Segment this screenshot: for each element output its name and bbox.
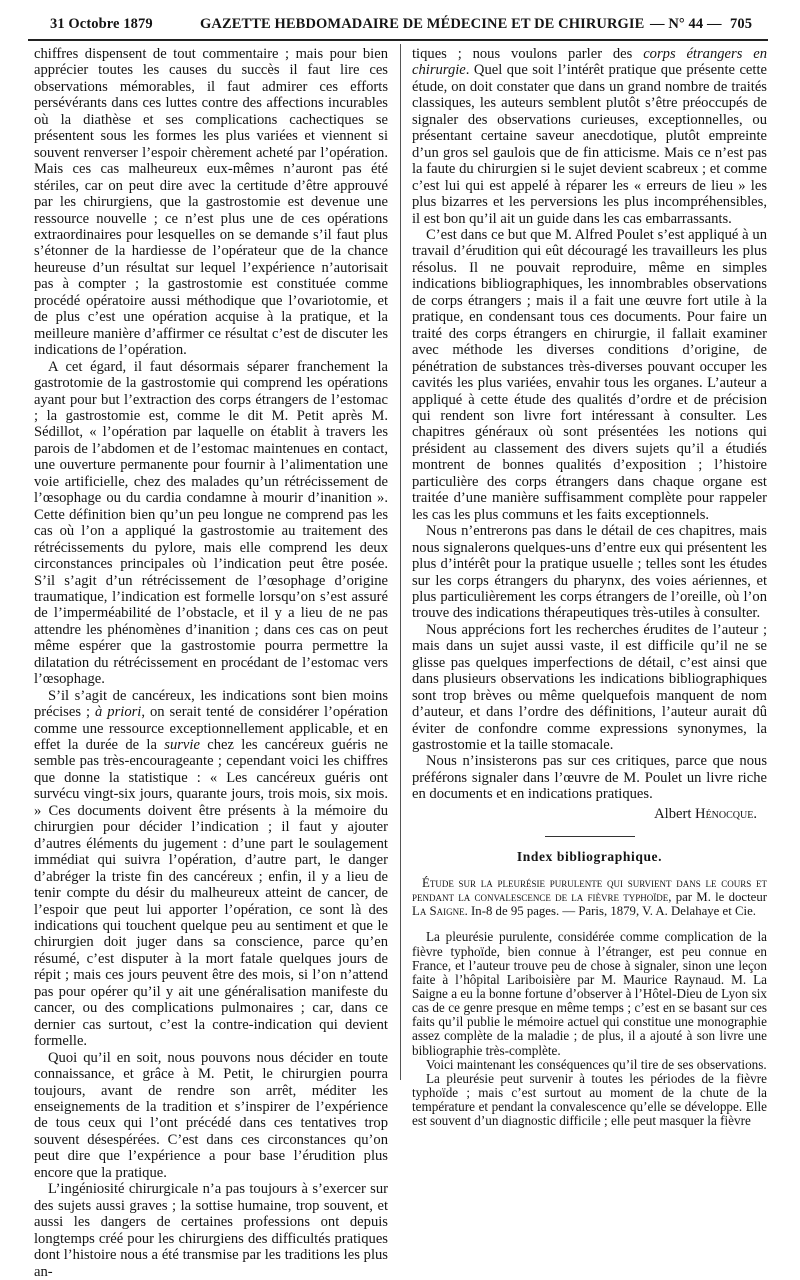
left-paragraph-3-italic-a-priori: à priori xyxy=(95,704,142,721)
header-rule xyxy=(28,39,768,41)
right-paragraph-4: Nous apprécions fort les recherches érudites de l’auteur ; mais dans un sujet aussi vaste, il est difficile qu’il ne se glisse pas quelques imperfections de détail, c’est ainsi que dans plusieurs observations les indications bibliographiques sont trop brèves ou même quelquefois manquent de nom d’auteur, et dans l’ordre des définitions, l’auteur aurait dû éviter de confondre comme expressions synonymes, la gastrostomie et la taille stomacale. xyxy=(412,621,767,754)
right-paragraph-1-text-a: tiques ; nous voulons parler des xyxy=(412,46,644,62)
right-column xyxy=(412,46,767,1129)
reference-title: Étude sur la pleurésie purulente qui survient dans le cours et pendant la convalescence de la fièvre typhoïde, xyxy=(412,875,767,904)
column-separator xyxy=(400,44,401,1080)
left-paragraph-4: Quoi qu’il en soit, nous pouvons nous décider en toute connaissance, et grâce à M. Petit, le chirurgien pourra toujours, avant de rendre son arrêt, méditer les enseignements de la tradition et s’inspirer de l’expérience de tous ceux qui l’ont précédé dans ces tentatives trop souvent désespérées. C’est dans ces circonstances qu’on peut dire que l’expérience a pour base l’érudition plus encore que la pratique. xyxy=(34,1049,388,1181)
right-paragraph-3: Nous n’entrerons pas dans le détail de ces chapitres, mais nous signalerons quelques-uns d’entre eux qui présentent les plus d’intérêt pour la pratique usuelle ; telles sont les études sur les corps étrangers du pharynx, des voies aériennes, et plus particulièrement les corps étrangers de l’oreille, où l’on trouve des indications thérapeutiques très-utiles à consulter. xyxy=(412,523,767,622)
left-paragraph-5: L’ingéniosité chirurgicale n’a pas toujours à s’exercer sur des sujets aussi graves ; la sottise humaine, trop souvent, et aussi les dangers de certaines professions ont depuis longtemps créé pour les chirurgiens des difficultés pratiques dont l’histoire nous a été transmise par les traditions les plus an- xyxy=(34,1181,388,1280)
header-date: 31 Octobre 1879 xyxy=(50,16,153,32)
left-paragraph-3-italic-survie: survie xyxy=(164,737,200,754)
header-journal-title: GAZETTE HEBDOMADAIRE DE MÉDECINE ET DE CHIRURGIE xyxy=(200,16,645,32)
right-paragraph-5: Nous n’insisterons pas sur ces critiques, parce que nous préférons signaler dans l’œuvre de M. Poulet un livre riche en documents et en indications pratiques. xyxy=(412,753,767,803)
index-paragraph-1: La pleurésie purulente, considérée comme complication de la fièvre typhoïde, bien connue à l’étranger, est peu connue en France, et l’auteur trouve peu de chose à signaler, sinon une leçon faite à l’hôpital Lariboisière par M. Maurice Raynaud. M. La Saigne a eu la bonne fortune d’observer à l’Hôtel-Dieu de Lyon six cas de ce genre presque en même temps ; c’est en se basant sur ces faits qu’il publie le mémoire actuel qui constitue une monographie assez complète de la maladie ; de plus, il a ajouté à son livre une bibliographie très-complète. xyxy=(412,929,767,1058)
index-paragraph-3: La pleurésie peut survenir à toutes les périodes de la fièvre typhoïde ; mais c’est surtout au moment de la chute de la température et pendant la convalescence qu’elle se développe. Elle est souvent d’un diagnostic difficile ; elle peut masquer la fièvre xyxy=(412,1070,767,1129)
header-page-number: 705 xyxy=(730,16,753,32)
index-title: Index bibliographique. xyxy=(516,849,663,865)
index-reference xyxy=(412,876,767,919)
left-paragraph-3-text-a: S’il s’agit de cancéreux, les indications sont bien moins précises ; xyxy=(34,687,388,721)
reference-author: La Saigne xyxy=(412,904,465,919)
right-paragraph-2: C’est dans ce but que M. Alfred Poulet s’est appliqué à un travail d’érudition qui eût découragé les travailleurs les plus résolus. Il ne pouvait reproduire, même en simples indications bibliographiques, les innombrables observations de corps étrangers ; mais il a fait une œuvre fort utile à la pratique, en condensant tous ces documents. Pour faire un traité des corps étrangers en chirurgie, il fallait examiner avec méthode les diverses conditions d’origine, de pénétration de substances très-diverses pouvant occuper les cavités les plus variées, envahir tous les organes. L’auteur a appliqué à cette étude des qualités d’ordre et de précision qui rendent son livre fort intéressant à consulter. Les chapitres généraux où sont présentées les notions qui président au classement des divers sujets qu’il a étudiés montrent de bonnes qualités d’exposition ; l’histoire particulière des corps étrangers dans chaque organe est traitée d’une manière suffisamment complète pour rappeler les cas les plus communs et les faits exceptionnels. xyxy=(412,226,767,523)
author-signature xyxy=(412,806,767,822)
section-divider xyxy=(545,836,635,837)
reference-details: . In-8 de 95 pages. — Paris, 1879, V. A. Delahaye et Cie. xyxy=(464,904,756,919)
left-paragraph-2: A cet égard, il faut désormais séparer franchement la gastrotomie de la gastrostomie qui comprend les opérations ayant pour but l’extraction des corps étrangers de l’estomac ; la gastrostomie est, comme le dit M. Petit après M. Sédillot, « l’opération par laquelle on établit à travers les parois de l’abdomen et de l’estomac maintenues en contact, une ouverture permanente pour fournir à l’alimentation une voie artificielle, chez des malades qu’un rétrécissement de l’œsophage ou du cardia condamne à mourir d’inanition ». Cette définition bien qu’un peu longue ne comprend pas les cas où l’on a appliqué la gastrostomie au traitement des rétrécissements du pylore, mais elle comprend les deux circonstances principales où l’indication peut être posée. S’il s’agit d’un rétrécissement de l’œsophage d’origine traumatique, l’indication est formelle lorsqu’on s’est assuré de l’imperméabilité de l’obstacle, et il y a lieu de ne pas attendre les phénomènes d’inanition ; dans ces cas on peut même espérer que la gastrostomie pourra permettre la dilatation du rétrécissement en procédant de l’estomac vers l’œsophage. xyxy=(34,358,388,688)
left-paragraph-3 xyxy=(34,688,388,1050)
right-paragraph-1-text-c: . Quel que soit l’intérêt pratique que présente cette étude, on doit constater que dans un grand nombre de traités classiques, les auteurs semblent plutôt s’être préoccupés de signaler des observations curieuses, exceptionnelles, ou présentant certaine saveur anecdotique, plutôt empreinte d’un gros sel gaulois que de fin atticisme. Mais ce n’est pas la faute du chirurgien si le sujet devient scabreux ; et comme c’est lui qui est appelé à réparer les « erreurs de lieu » les plus bizarres et les perversions les plus incompréhensibles, il est bon qu’il ait un guide dans les cas embarrassants. xyxy=(412,62,767,227)
signature-last-name: Hénocque. xyxy=(695,805,757,822)
reference-by: par M. le docteur xyxy=(671,889,767,904)
index-paragraph-2: Voici maintenant les conséquences qu’il tire de ses observations. xyxy=(426,1056,767,1072)
left-paragraph-3-text-c: , on serait tenté de considérer l’opération comme une ressource exceptionnellement applicable, et en effet la durée de la xyxy=(34,704,388,754)
index-body xyxy=(412,930,767,1128)
right-paragraph-1 xyxy=(412,46,767,227)
header-issue-number: — N° 44 — xyxy=(650,16,722,32)
left-paragraph-1: chiffres dispensent de tout commentaire ; mais pour bien apprécier toutes les causes du succès il faut lire ces observations mémorables, il faut admirer ces efforts persévérants dans ces luttes contre des affections incurables où la diathèse et ses complications cachectiques se présentent sous les formes les plus variées et viennent si souvent renverser l’espoir chèrement acheté par l’opération. Mais ces cas malheureux eux-mêmes n’auront pas été stériles, car on peut dire avec la certitude d’être approuvé par les chirurgiens, que la gastrostomie est devenue une ressource nouvelle ; ce n’est plus une de ces opérations extraordinaires pour lesquelles on se demande s’il faut plus s’étonner de la hardiesse de l’opérateur que de la chance heureuse d’un résultat sur lequel l’expérience n’autorisait pas à compter ; la gastrostomie est constituée comme procédé opératoire aussi méthodique que l’ovariotomie, et de plus c’est une opération acquise à la pratique, et la meilleure manière d’affirmer ce résultat c’est de discuter les indications de l’opération. xyxy=(34,46,388,359)
left-column xyxy=(34,46,388,1280)
left-paragraph-3-text-e: chez les cancéreux guéris ne semble pas très-encourageante ; cependant voici les chiffres que donne la statistique : « Les cancéreux guéris ont survécu vingt-six jours, quarante jours, trois mois, six mois. » Ces documents doivent être présents à la mémoire du chirurgien pour décider l’indication ; il faut y ajouter d’autres éléments du jugement : d’une part le soulagement immédiat qui suivra l’opération, d’autre part, le danger d’abréger la triste fin des cancéreux ; enfin, il y a lieu de tenir compte du désir du malheureux atteint de cancer, de l’espoir que peut lui apporter l’opération, ce sont là des indications qui touchent quelque peu au sentiment et que le chirurgien doit juger dans sa conscience, parce qu’en résumé, c’est disputer à la mort fatale quelques jours de répit ; mais ces jours peuvent être des mois, si l’on n’attend pas pour opérer qu’il y ait une généralisation manifeste du cancer, ou des complications pulmonaires ; car, dans ce dernier cas surtout, c’est la contre-indication qui devient formelle. xyxy=(34,737,388,1050)
right-paragraph-1-italic-title: corps étrangers en chirurgie xyxy=(412,46,767,79)
signature-first-name: Albert xyxy=(654,805,696,822)
page-header xyxy=(28,12,768,38)
